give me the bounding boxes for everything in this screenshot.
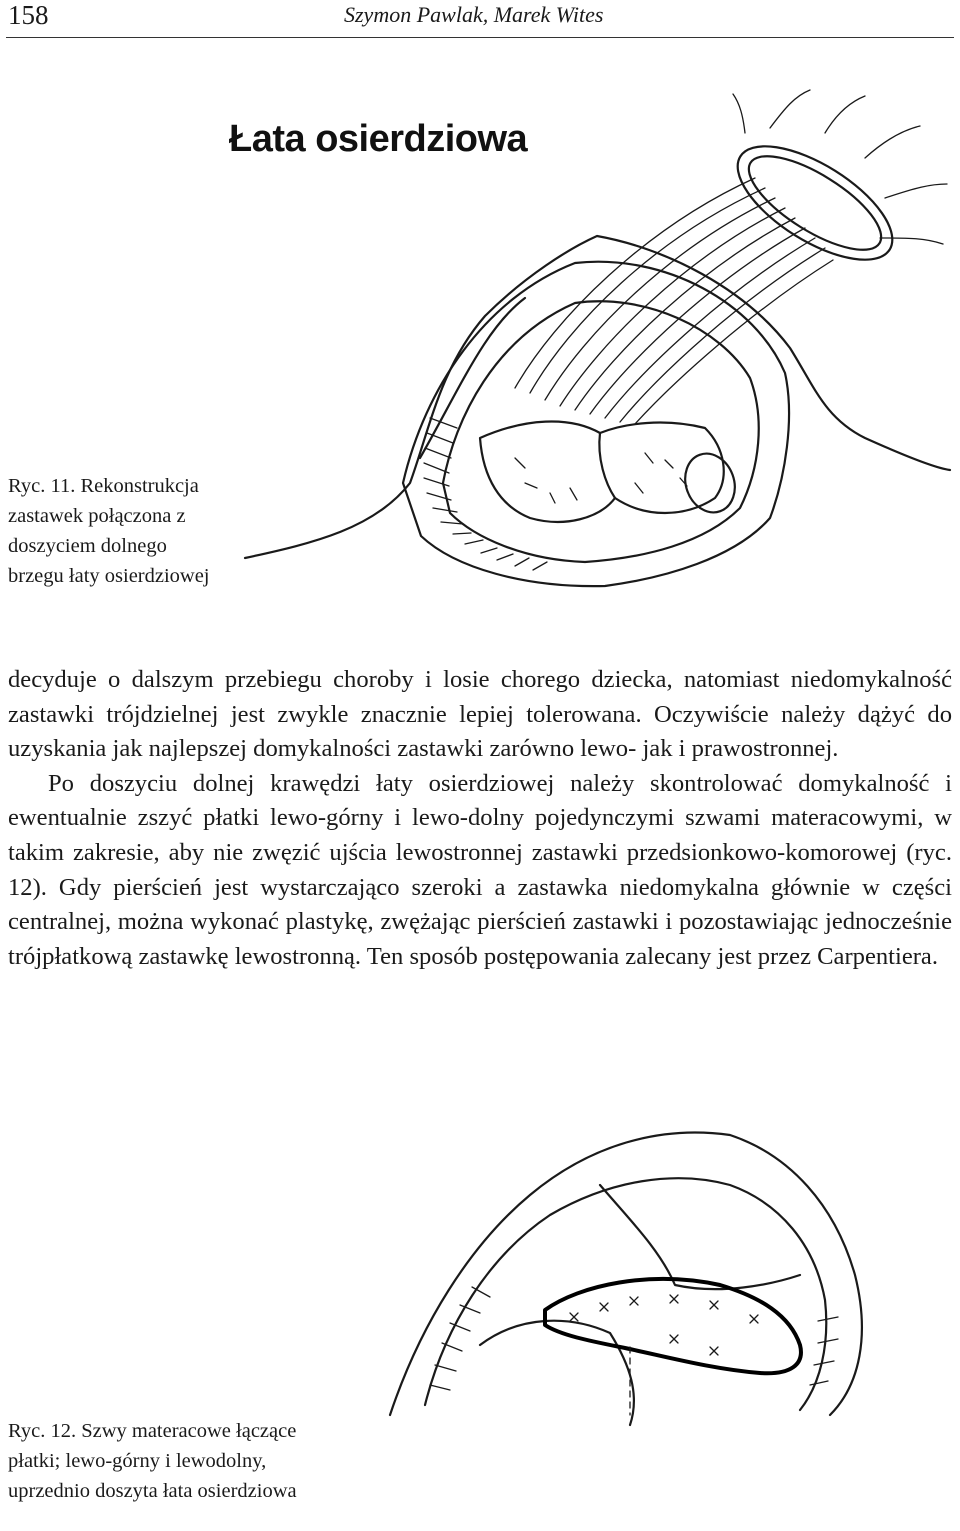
figure-2-illustration	[330, 1085, 870, 1445]
figure-1-illustration	[225, 88, 953, 633]
page-number: 158	[8, 0, 49, 30]
figure-1-caption: Ryc. 11. Rekonstrukcja zastawek połączona z doszyciem dolnego brzegu łaty osierdziowej	[8, 475, 210, 587]
running-header-authors: Szymon Pawlak, Marek Wites	[344, 2, 604, 27]
body-paragraph-2: Po doszyciu dolnej krawędzi łaty osierdziowej należy skontrolować domykalność i ewentualnie zszyć płatki lewo-górny i lewo-dolny pojedynczymi szwami materacowymi, w takim zakresie, aby nie zwęzić ujścia lewostronnej zastawki przedsionkowo-komorowej (ryc. 12). Gdy pierścień jest wystarczająco szeroki a zastawka niedomykalna głównie w części centralnej, można wykonać plastykę, zwężając pierścień zastawki i pozostawiając jednocześnie trójpłatkową zastawkę lewostronną. Ten sposób postępowania zalecany jest przez Carpentiera.	[8, 769, 952, 970]
figure-2-caption: Ryc. 12. Szwy materacowe łączące płatki; lewo-górny i lewodolny, uprzednio doszyta łata osierdziowa	[8, 1420, 297, 1502]
body-text	[8, 663, 952, 974]
figure-1-label: Łata osierdziowa	[229, 118, 528, 160]
header-divider	[6, 37, 954, 38]
body-paragraph-1: decyduje o dalszym przebiegu choroby i losie chorego dziecka, natomiast niedomykalność zastawki trójdzielnej jest zwykle znacznie lepiej tolerowana. Oczywiście należy dążyć do uzyskania jak najlepszej domykalności zastawki zarówno lewo- jak i prawostronnej.	[8, 666, 952, 763]
